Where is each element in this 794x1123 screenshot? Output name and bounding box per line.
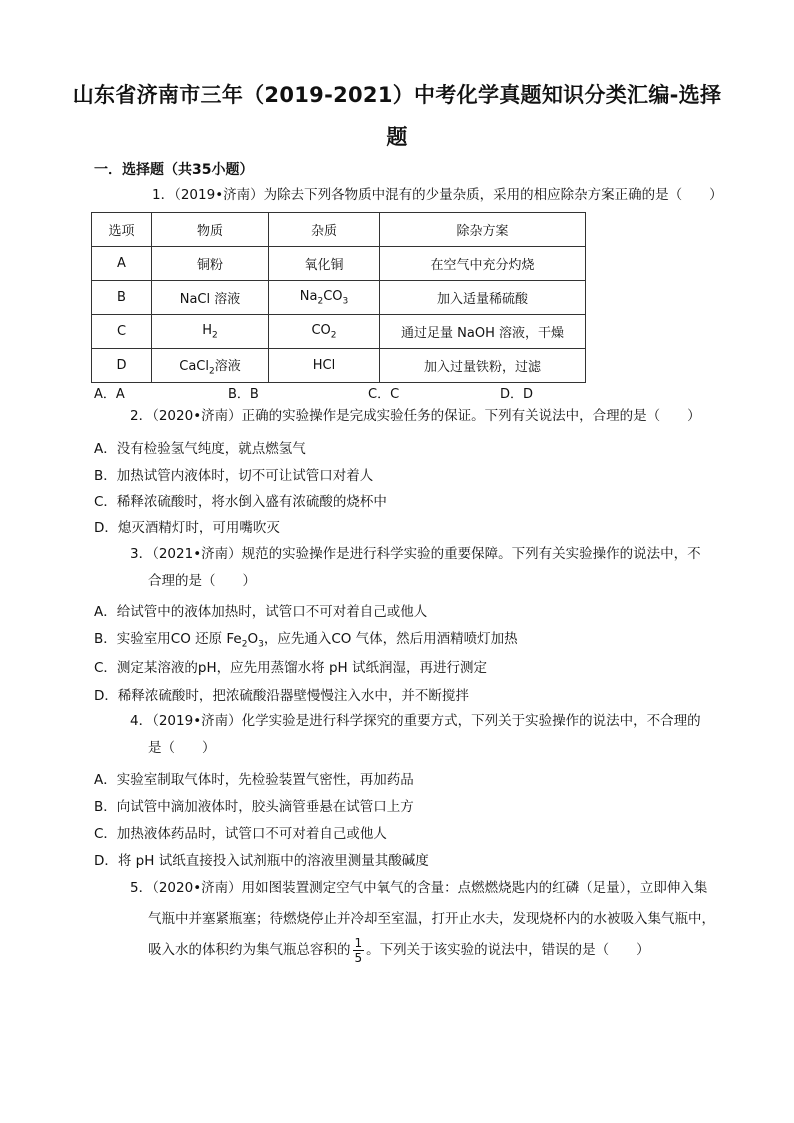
option-text: ，应先通入CO 气体，然后用酒精喷灯加热 xyxy=(263,631,518,647)
question-4-option-c: C．加热液体药品时，试管口不可对着自己或他人 xyxy=(94,826,387,842)
stem-text: 。下列关于该实验的说法中，错误的是（ ） xyxy=(366,942,650,958)
formula-text: 溶液 xyxy=(214,358,241,374)
question-4-option-b: B．向试管中滴加液体时，胶头滴管垂悬在试管口上方 xyxy=(94,799,414,815)
option-text: B．实验室用CO 还原 Fe xyxy=(94,631,242,647)
choice-b: B．B xyxy=(228,387,259,402)
formula-text: CaCl xyxy=(179,358,209,374)
question-3-option-a: A．给试管中的液体加热时，试管口不可对着自己或他人 xyxy=(94,604,428,620)
question-4-stem-line-1: 4．（2019•济南）化学实验是进行科学探究的重要方式，下列关于实验操作的说法中，不合理的 xyxy=(130,713,701,729)
table-cell: 加入过量铁粉，过滤 xyxy=(380,349,586,383)
fraction xyxy=(353,936,365,965)
table-cell: 铜粉 xyxy=(152,247,269,281)
table-cell: D xyxy=(92,349,152,383)
question-1-stem: 1．（2019•济南）为除去下列各物质中混有的少量杂质，采用的相应除杂方案正确的是（ ） xyxy=(152,187,723,203)
question-5-stem xyxy=(130,873,715,966)
table-cell: 在空气中充分灼烧 xyxy=(380,247,586,281)
question-4-option-d: D．将 pH 试纸直接投入试剂瓶中的溶液里测量其酸碱度 xyxy=(94,853,429,869)
formula-subscript: 3 xyxy=(342,296,349,307)
table-cell: 氧化铜 xyxy=(269,247,380,281)
table-cell: 通过足量 NaOH 溶液，干燥 xyxy=(380,315,586,349)
table-cell: 加入适量稀硫酸 xyxy=(380,281,586,315)
formula-text: Na xyxy=(299,288,318,304)
formula-subscript: 2 xyxy=(208,366,215,377)
fraction-denominator: 5 xyxy=(354,950,363,965)
question-3-option-b xyxy=(94,627,518,650)
question-2-option-c: C．稀释浓硫酸时，将水倒入盛有浓硫酸的烧杯中 xyxy=(94,494,387,510)
fraction-numerator: 1 xyxy=(354,935,363,950)
title-line-1: 山东省济南市三年（2019-2021）中考化学真题知识分类汇编-选择 xyxy=(72,83,722,107)
question-3-stem-line-2: 合理的是（ ） xyxy=(148,573,256,589)
table-cell xyxy=(269,281,380,315)
question-3-option-d: D．稀释浓硫酸时，把浓硫酸沿器壁慢慢注入水中，并不断搅拌 xyxy=(94,688,469,704)
question-2-option-b: B．加热试管内液体时，切不可让试管口对着人 xyxy=(94,468,374,484)
table-cell xyxy=(152,315,269,349)
question-2-option-a: A．没有检验氢气纯度，就点燃氢气 xyxy=(94,441,306,457)
table-cell: HCl xyxy=(269,349,380,383)
stem-text: 吸入水的体积约为集气瓶总容积的 xyxy=(148,942,351,958)
table-row xyxy=(92,315,586,349)
table-cell xyxy=(152,349,269,383)
formula-subscript: 2 xyxy=(212,330,218,341)
table-cell: A xyxy=(92,247,152,281)
table-header-cell: 除杂方案 xyxy=(380,213,586,247)
question-5-stem-line-3 xyxy=(130,935,715,966)
question-5-stem-line-1: 5．（2020•济南）用如图装置测定空气中氧气的含量：点燃燃烧匙内的红磷（足量），立即伸入集 xyxy=(130,880,708,896)
question-3-option-c: C．测定某溶液的pH，应先用蒸馏水将 pH 试纸润湿，再进行测定 xyxy=(94,660,487,676)
title-line-2: 题 xyxy=(386,125,408,149)
question-4-option-a: A．实验室制取气体时，先检验装置气密性，再加药品 xyxy=(94,772,414,788)
formula-subscript: 2 xyxy=(330,330,337,341)
choice-d: D．D xyxy=(500,387,534,402)
section-heading: 一．选择题（共35小题） xyxy=(94,162,254,178)
question-1-table xyxy=(91,212,586,383)
table-cell: NaCl 溶液 xyxy=(152,281,269,315)
question-2-stem: 2．（2020•济南）正确的实验操作是完成实验任务的保证。下列有关说法中，合理的是（ ） xyxy=(130,408,701,424)
table-row xyxy=(92,349,586,383)
formula-subscript: 2 xyxy=(241,639,248,650)
option-text: O xyxy=(247,631,259,647)
choice-a: A．A xyxy=(94,387,125,402)
table-cell xyxy=(269,315,380,349)
table-cell: C xyxy=(92,315,152,349)
question-5-stem-line-2: 气瓶中并塞紧瓶塞；待燃烧停止并冷却至室温，打开止水夫，发现烧杯内的水被吸入集气瓶中， xyxy=(148,911,715,927)
choice-c: C．C xyxy=(368,387,400,402)
formula-subscript: 3 xyxy=(258,639,264,650)
question-4-stem-line-2: 是（ ） xyxy=(148,740,216,756)
question-2-option-d: D．熄灭酒精灯时，可用嘴吹灭 xyxy=(94,520,280,536)
formula-text: H xyxy=(202,322,213,338)
table-cell: B xyxy=(92,281,152,315)
table-header-row xyxy=(92,213,586,247)
question-4-stem xyxy=(130,708,701,762)
formula-text: CO xyxy=(311,322,331,338)
question-3-stem-line-1: 3．（2021•济南）规范的实验操作是进行科学实验的重要保障。下列有关实验操作的说法中，不 xyxy=(130,546,701,562)
formula-subscript: 2 xyxy=(317,296,324,307)
table-header-cell: 选项 xyxy=(92,213,152,247)
table-row xyxy=(92,247,586,281)
table-header-cell: 杂质 xyxy=(269,213,380,247)
table-header-cell: 物质 xyxy=(152,213,269,247)
page-title xyxy=(60,74,734,158)
formula-text: CO xyxy=(323,288,343,304)
table-row xyxy=(92,281,586,315)
question-3-stem xyxy=(130,541,701,595)
